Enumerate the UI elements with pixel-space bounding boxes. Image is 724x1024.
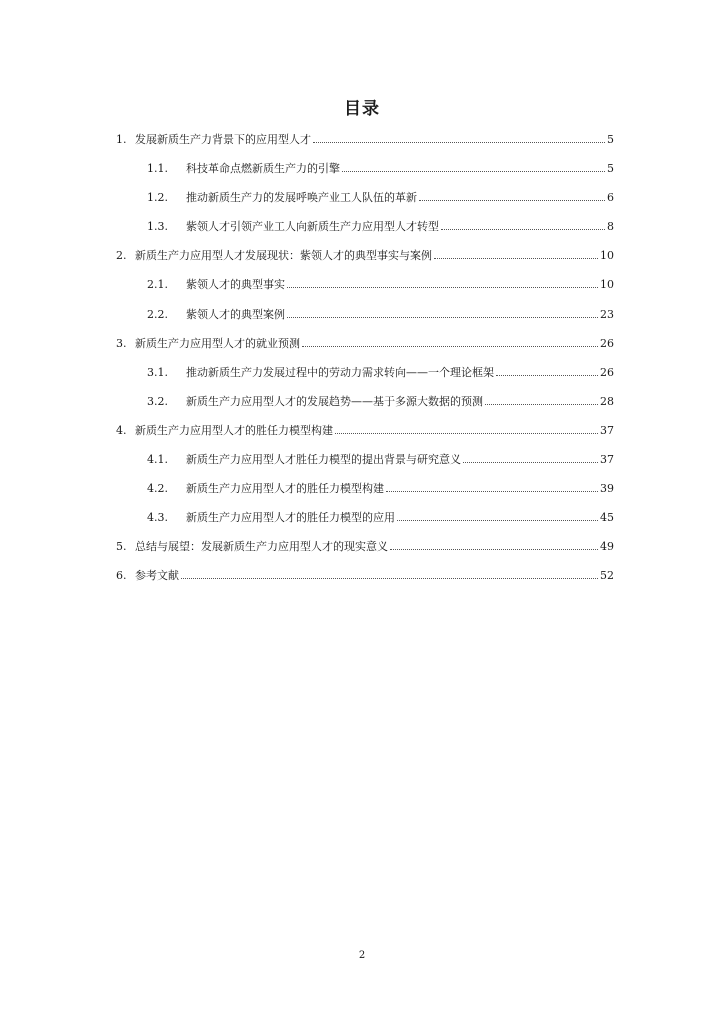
toc-entry-label: 总结与展望：发展新质生产力应用型人才的现实意义: [135, 540, 388, 554]
toc-entry-label: 新质生产力应用型人才的胜任力模型的应用: [186, 511, 395, 525]
toc-entry-label: 参考文献: [135, 569, 179, 583]
toc-entry-2-1[interactable]: [116, 275, 614, 304]
dot-leader: [441, 228, 605, 230]
toc-entry-label: 紫领人才的典型事实: [186, 278, 285, 292]
toc-entry-3-1[interactable]: [116, 363, 614, 392]
toc-entry-label: 推动新质生产力的发展呼唤产业工人队伍的革新: [186, 191, 417, 205]
toc-entry-label: 新质生产力应用型人才的就业预测: [135, 336, 300, 350]
toc-entry-number: 1.: [116, 133, 127, 146]
toc-entry-number: 2.: [116, 249, 127, 263]
toc-entry-page: 5: [607, 133, 614, 146]
toc-entry-page: 10: [600, 249, 614, 263]
dot-leader: [335, 432, 598, 434]
toc-entry-1-2[interactable]: [116, 188, 614, 217]
dot-leader: [419, 199, 605, 201]
toc-entry-page: 37: [600, 423, 614, 437]
toc-entry-label: 紫领人才的典型案例: [186, 307, 285, 321]
toc-entry-number: 1.3.: [147, 220, 168, 234]
toc-entry-label: 新质生产力应用型人才的胜任力模型构建: [186, 482, 384, 496]
toc-entry-number: 4.3.: [147, 511, 168, 525]
toc-entry-page: 6: [607, 191, 614, 205]
toc-entry-3[interactable]: [116, 334, 614, 363]
toc-title: 目录: [344, 99, 380, 119]
toc-entry-4-3[interactable]: [116, 508, 614, 537]
dot-leader: [434, 257, 598, 259]
toc-entry-label: 新质生产力应用型人才胜任力模型的提出背景与研究意义: [186, 453, 461, 467]
toc-entry-5[interactable]: [116, 537, 614, 566]
toc-entry-1[interactable]: [116, 130, 614, 159]
toc-entry-page: 39: [600, 482, 614, 496]
dot-leader: [496, 374, 598, 376]
toc-entry-label: 推动新质生产力发展过程中的劳动力需求转向——一个理论框架: [186, 365, 494, 379]
toc-entry-number: 3.1.: [147, 365, 168, 379]
toc-entry-2-2[interactable]: [116, 305, 614, 334]
toc-entry-4-2[interactable]: [116, 479, 614, 508]
toc-entry-number: 2.2.: [147, 307, 168, 321]
dot-leader: [287, 316, 598, 318]
toc-entry-page: 26: [600, 365, 614, 379]
toc-entry-6[interactable]: [116, 566, 614, 595]
toc-entry-page: 8: [607, 220, 614, 234]
dot-leader: [485, 403, 598, 405]
toc-entry-number: 2.1.: [147, 278, 168, 292]
toc-entry-number: 1.1.: [147, 162, 168, 176]
toc-entry-label: 发展新质生产力背景下的应用型人才: [135, 133, 311, 146]
toc-entry-page: 37: [600, 453, 614, 467]
dot-leader: [302, 345, 598, 347]
toc-entry-number: 3.: [116, 336, 127, 350]
toc-entry-number: 4.2.: [147, 482, 168, 496]
toc-entry-label: 新质生产力应用型人才发展现状：紫领人才的典型事实与案例: [135, 249, 432, 263]
page-number: 2: [358, 950, 366, 961]
toc-entry-page: 49: [600, 540, 614, 554]
toc-entry-page: 52: [600, 569, 614, 583]
toc-entry-4-1[interactable]: [116, 450, 614, 479]
dot-leader: [463, 461, 598, 463]
toc-entry-label: 新质生产力应用型人才的发展趋势——基于多源大数据的预测: [186, 394, 483, 408]
toc-entry-number: 1.2.: [147, 191, 168, 205]
toc-entry-1-3[interactable]: [116, 217, 614, 246]
dot-leader: [386, 490, 598, 492]
toc-entry-page: 26: [600, 336, 614, 350]
dot-leader: [390, 548, 598, 550]
toc-entry-page: 23: [600, 307, 614, 321]
toc-entry-number: 5.: [116, 540, 127, 554]
toc-entry-2[interactable]: [116, 246, 614, 275]
toc-entry-label: 科技革命点燃新质生产力的引擎: [186, 162, 340, 176]
toc-entry-1-1[interactable]: [116, 159, 614, 188]
toc-entry-number: 4.1.: [147, 453, 168, 467]
toc-entry-page: 45: [600, 511, 614, 525]
dot-leader: [181, 577, 598, 579]
toc-entry-number: 3.2.: [147, 394, 168, 408]
toc-entry-number: 6.: [116, 569, 127, 583]
toc-entry-page: 10: [600, 278, 614, 292]
table-of-contents: [116, 130, 614, 596]
toc-entry-number: 4.: [116, 423, 127, 437]
toc-entry-4[interactable]: [116, 421, 614, 450]
toc-entry-label: 紫领人才引领产业工人向新质生产力应用型人才转型: [186, 220, 439, 234]
toc-entry-page: 28: [600, 394, 614, 408]
dot-leader: [313, 141, 605, 143]
dot-leader: [342, 170, 605, 172]
toc-entry-3-2[interactable]: [116, 392, 614, 421]
dot-leader: [287, 286, 598, 288]
toc-entry-label: 新质生产力应用型人才的胜任力模型构建: [135, 423, 333, 437]
toc-entry-page: 5: [607, 162, 614, 176]
dot-leader: [397, 519, 598, 521]
